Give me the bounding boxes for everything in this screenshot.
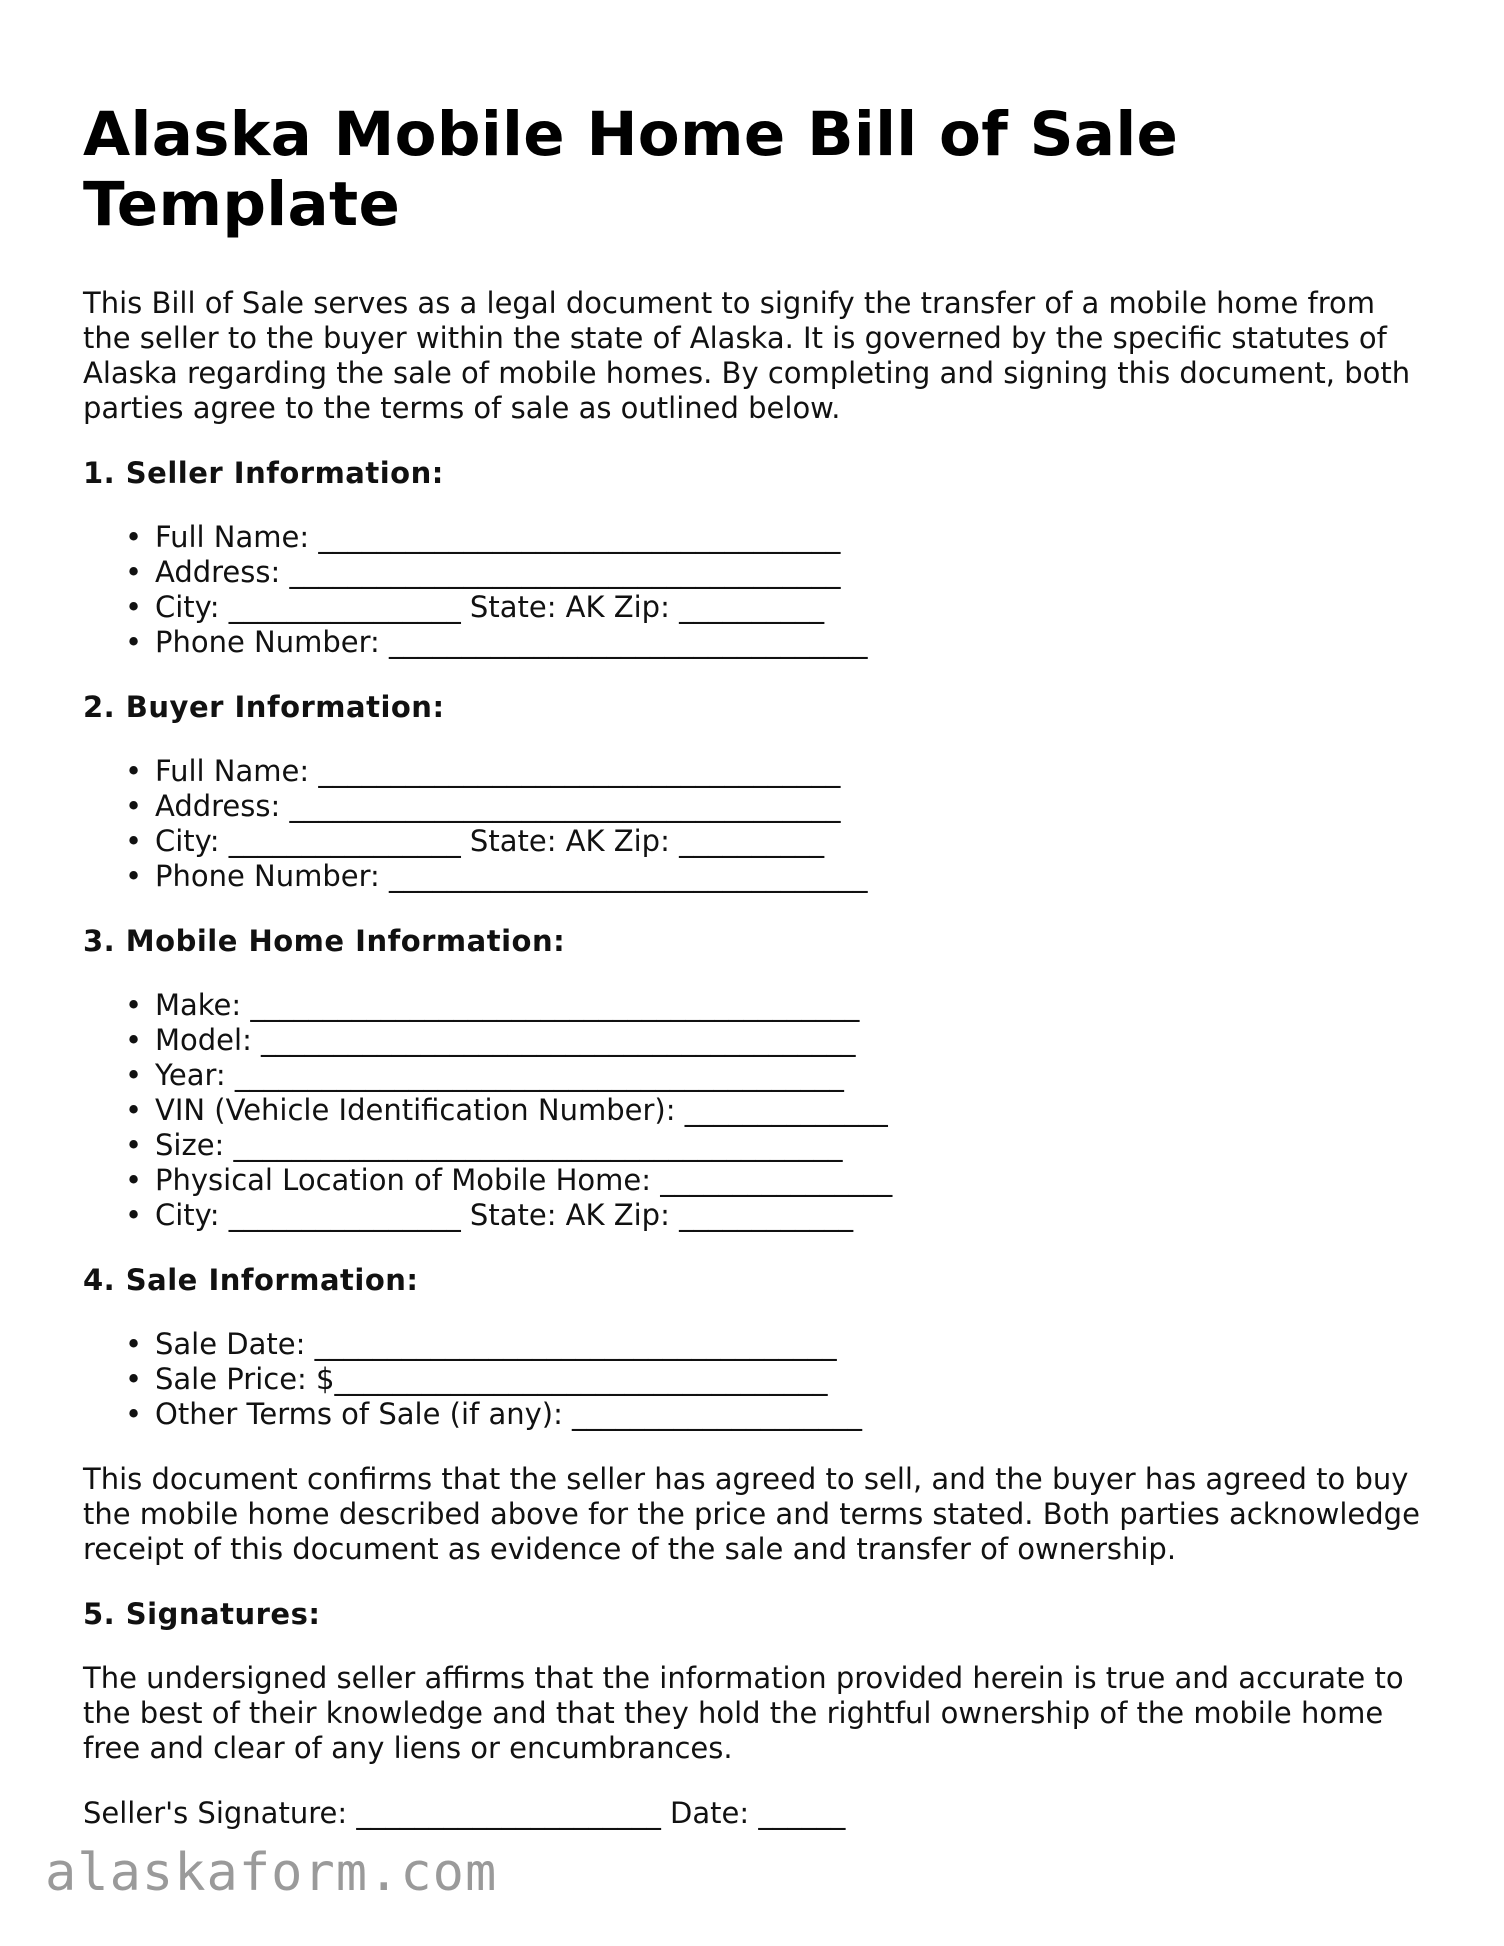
other-terms-field[interactable] bbox=[125, 1397, 1423, 1432]
year-field[interactable] bbox=[125, 1058, 1423, 1093]
field-text: Year: __________________________________________ bbox=[155, 1058, 844, 1092]
seller-signature-field[interactable]: Seller's Signature: _____________________ Date: ______ bbox=[83, 1796, 846, 1830]
bullet: • bbox=[125, 590, 143, 624]
document-title: Alaska Mobile Home Bill of Sale Template bbox=[83, 99, 1179, 240]
seller-address-field[interactable] bbox=[125, 555, 1423, 590]
field-text: Full Name: ____________________________________ bbox=[155, 754, 841, 788]
field-text: Address: ______________________________________ bbox=[155, 789, 841, 823]
field-text: Size: __________________________________________ bbox=[155, 1128, 843, 1162]
field-text: Physical Location of Mobile Home: ________________ bbox=[155, 1163, 893, 1197]
buyer-city-state-zip-field[interactable] bbox=[125, 824, 1423, 859]
field-text: Sale Price: $__________________________________ bbox=[155, 1362, 828, 1396]
bullet: • bbox=[125, 625, 143, 659]
sale-info-heading: 4. Sale Information: bbox=[83, 1263, 419, 1297]
bullet: • bbox=[125, 1362, 143, 1396]
physical-location-field[interactable] bbox=[125, 1163, 1423, 1198]
field-text: Model: _________________________________________ bbox=[155, 1023, 856, 1057]
location-city-state-zip-field[interactable] bbox=[125, 1198, 1423, 1233]
document-page bbox=[83, 100, 1423, 1831]
seller-affirmation: The undersigned seller affirms that the information provided herein is true and accurate to the best of their knowledge and that they hold the rightful ownership of the mobile home free and clear of any liens or encumbrances. bbox=[83, 1661, 1404, 1765]
field-text: City: ________________ State: AK Zip: __________ bbox=[155, 824, 825, 858]
bullet: • bbox=[125, 1163, 143, 1197]
bullet: • bbox=[125, 520, 143, 554]
size-field[interactable] bbox=[125, 1128, 1423, 1163]
field-text: Phone Number: _________________________________ bbox=[155, 625, 868, 659]
bullet: • bbox=[125, 988, 143, 1022]
make-field[interactable] bbox=[125, 988, 1423, 1023]
mobile-home-info-heading: 3. Mobile Home Information: bbox=[83, 924, 566, 958]
bullet: • bbox=[125, 555, 143, 589]
seller-phone-field[interactable] bbox=[125, 625, 1423, 660]
bullet: • bbox=[125, 1327, 143, 1361]
bullet: • bbox=[125, 754, 143, 788]
mobile-home-info-list bbox=[83, 988, 1423, 1233]
sale-info-list bbox=[83, 1327, 1423, 1432]
field-text: Sale Date: ____________________________________ bbox=[155, 1327, 837, 1361]
signatures-heading: 5. Signatures: bbox=[83, 1597, 321, 1631]
buyer-full-name-field[interactable] bbox=[125, 754, 1423, 789]
model-field[interactable] bbox=[125, 1023, 1423, 1058]
field-text: VIN (Vehicle Identification Number): ______________ bbox=[155, 1093, 888, 1127]
field-text: Full Name: ____________________________________ bbox=[155, 520, 841, 554]
bullet: • bbox=[125, 789, 143, 823]
field-text: Make: __________________________________________ bbox=[155, 988, 860, 1022]
bullet: • bbox=[125, 1397, 143, 1431]
bullet: • bbox=[125, 1093, 143, 1127]
field-text: City: ________________ State: AK Zip: __________ bbox=[155, 590, 825, 624]
buyer-info-list bbox=[83, 754, 1423, 894]
bullet: • bbox=[125, 1198, 143, 1232]
seller-info-list bbox=[83, 520, 1423, 660]
buyer-address-field[interactable] bbox=[125, 789, 1423, 824]
seller-city-state-zip-field[interactable] bbox=[125, 590, 1423, 625]
bullet: • bbox=[125, 1058, 143, 1092]
bullet: • bbox=[125, 1023, 143, 1057]
closing-paragraph: This document confirms that the seller has agreed to sell, and the buyer has agreed to buy the mobile home described above for the price and terms stated. Both parties acknowledge receipt of this document as evidence of the sale and transfer of ownership. bbox=[83, 1462, 1420, 1566]
sale-price-field[interactable] bbox=[125, 1362, 1423, 1397]
bullet: • bbox=[125, 1128, 143, 1162]
buyer-info-heading: 2. Buyer Information: bbox=[83, 690, 445, 724]
bullet: • bbox=[125, 824, 143, 858]
field-text: Address: ______________________________________ bbox=[155, 555, 841, 589]
field-text: Other Terms of Sale (if any): ____________________ bbox=[155, 1397, 863, 1431]
sale-date-field[interactable] bbox=[125, 1327, 1423, 1362]
buyer-phone-field[interactable] bbox=[125, 859, 1423, 894]
field-text: Phone Number: _________________________________ bbox=[155, 859, 868, 893]
bullet: • bbox=[125, 859, 143, 893]
watermark-logo: alaskaform.com bbox=[45, 1843, 498, 1903]
intro-paragraph: This Bill of Sale serves as a legal document to signify the transfer of a mobile home from the seller to the buyer within the state of Alaska. It is governed by the specific statutes of Alaska regarding the sale of mobile homes. By completing and signing this document, both parties agree to the terms of sale as outlined below. bbox=[83, 286, 1411, 425]
seller-full-name-field[interactable] bbox=[125, 520, 1423, 555]
field-text: City: ________________ State: AK Zip: ____________ bbox=[155, 1198, 854, 1232]
seller-info-heading: 1. Seller Information: bbox=[83, 456, 444, 490]
vin-field[interactable] bbox=[125, 1093, 1423, 1128]
